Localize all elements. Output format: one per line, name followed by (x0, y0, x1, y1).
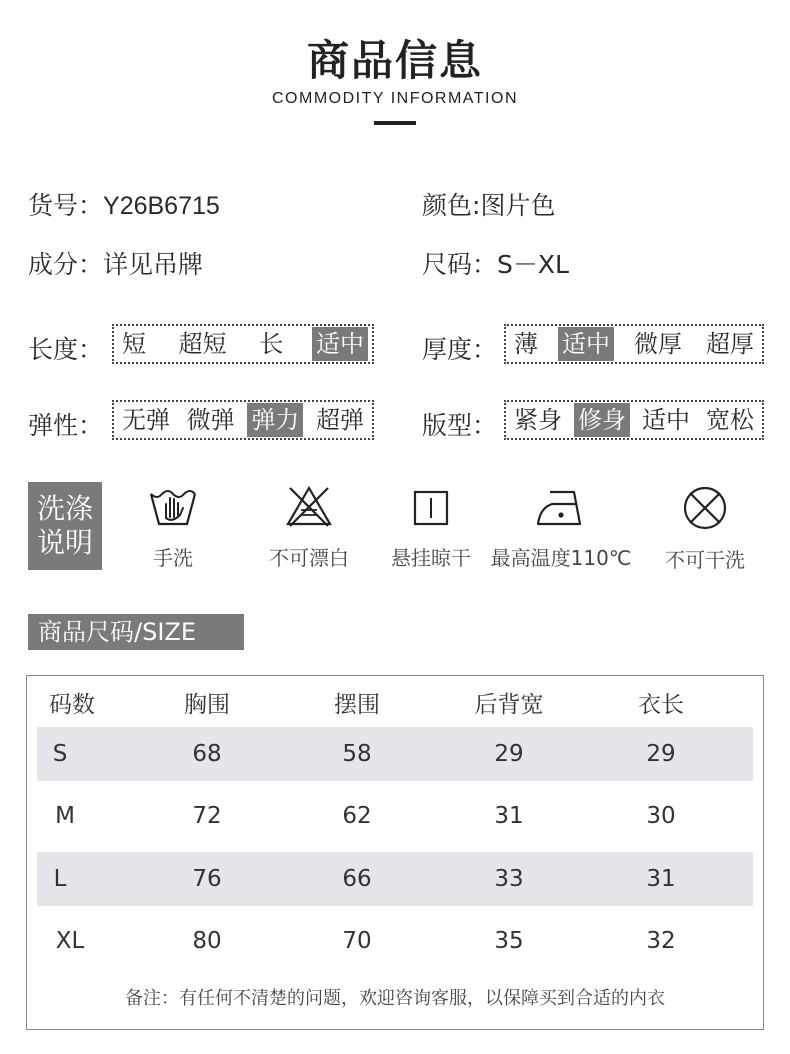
elasticity-option: 无弹 (122, 406, 170, 434)
length-option: 超短 (178, 330, 227, 358)
table-cell: 70 (342, 928, 372, 954)
item-no-value: Y26B6715 (103, 192, 220, 220)
table-row (37, 789, 753, 843)
page-title: 商品信息 (306, 36, 483, 85)
fit-option: 紧身 (514, 406, 562, 434)
table-cell: XL (55, 928, 85, 954)
hand-wash-icon (147, 484, 199, 528)
table-cell: 80 (192, 928, 222, 954)
table-cell: 30 (646, 803, 676, 829)
column-header: 摆围 (334, 692, 380, 718)
thickness-label: 厚度： (422, 335, 498, 364)
size-table (26, 675, 764, 1030)
thickness-options (504, 324, 764, 364)
table-cell: 33 (494, 866, 524, 892)
table-cell: 66 (342, 866, 372, 892)
column-header: 衣长 (638, 692, 684, 718)
no-dry-clean-icon (681, 484, 729, 530)
material-row (28, 245, 203, 281)
fit-option: 修身 (574, 403, 630, 437)
hang-dry-icon (411, 484, 451, 528)
size-range-value: S－XL (497, 250, 569, 279)
care-item-iron (486, 484, 636, 571)
table-cell: 29 (646, 741, 676, 767)
table-cell: 72 (192, 803, 222, 829)
table-cell: 68 (192, 741, 222, 767)
size-range-label: 尺码： (422, 250, 498, 279)
length-label: 长度： (28, 335, 104, 364)
table-cell: 58 (342, 741, 372, 767)
item-no-label: 货号： (28, 191, 104, 220)
table-cell: L (53, 866, 67, 892)
table-cell: 32 (646, 928, 676, 954)
table-cell: 31 (494, 803, 524, 829)
color-label: 颜色: (422, 191, 481, 220)
fit-option: 适中 (642, 406, 690, 434)
elasticity-label: 弹性： (28, 411, 104, 440)
column-header: 胸围 (184, 692, 230, 718)
length-option: 短 (122, 330, 146, 358)
fit-label: 版型： (422, 411, 498, 440)
length-option: 适中 (312, 327, 368, 361)
size-note: 备注：有任何不清楚的问题，欢迎咨询客服，以保障买到合适的内衣 (125, 988, 665, 1009)
column-header: 后背宽 (474, 692, 544, 718)
care-item-hang-dry (356, 484, 506, 571)
elasticity-options (112, 400, 374, 440)
color-value: 图片色 (480, 191, 556, 220)
care-label: 不可漂白 (269, 546, 349, 570)
table-cell: 35 (494, 928, 524, 954)
table-row (37, 727, 753, 781)
thickness-option: 微厚 (634, 330, 682, 358)
table-row (37, 852, 753, 906)
table-cell: 62 (342, 803, 372, 829)
page-subtitle: COMMODITY INFORMATION (271, 90, 518, 107)
elasticity-option: 微弹 (186, 406, 235, 434)
no-bleach-icon (284, 484, 334, 528)
column-header: 码数 (49, 692, 95, 718)
table-cell: S (52, 741, 68, 767)
thickness-option: 薄 (514, 330, 538, 358)
care-title-line1: 洗涤 (36, 492, 93, 525)
length-options (112, 324, 374, 364)
elasticity-option: 弹力 (247, 403, 303, 437)
material-value: 详见吊牌 (103, 250, 204, 279)
care-item-no-dry-clean (630, 484, 780, 573)
table-cell: 76 (192, 866, 222, 892)
care-label: 手洗 (153, 546, 193, 570)
care-item-hand-wash (98, 484, 248, 571)
care-label: 悬挂晾干 (391, 546, 471, 570)
color-row (422, 186, 555, 222)
care-title-line2: 说明 (36, 526, 93, 559)
care-label: 最高温度110℃ (490, 546, 632, 570)
item-no-row (28, 186, 220, 222)
table-cell: M (55, 803, 75, 829)
title-divider (374, 121, 416, 125)
size-section-title: 商品尺码/SIZE (28, 614, 244, 650)
iron-icon (534, 484, 588, 528)
table-cell: 29 (494, 741, 524, 767)
table-cell: 31 (646, 866, 676, 892)
fit-option: 宽松 (706, 406, 754, 434)
care-label: 不可干洗 (665, 548, 745, 572)
size-range-row (422, 245, 569, 281)
table-header-row (37, 678, 753, 732)
length-option: 长 (259, 330, 284, 358)
fit-options (504, 400, 764, 440)
thickness-option: 适中 (558, 327, 614, 361)
material-label: 成分： (28, 250, 104, 279)
elasticity-option: 超弹 (315, 406, 364, 434)
thickness-option: 超厚 (706, 330, 754, 358)
care-instructions-title (28, 482, 102, 570)
table-row (37, 914, 753, 968)
